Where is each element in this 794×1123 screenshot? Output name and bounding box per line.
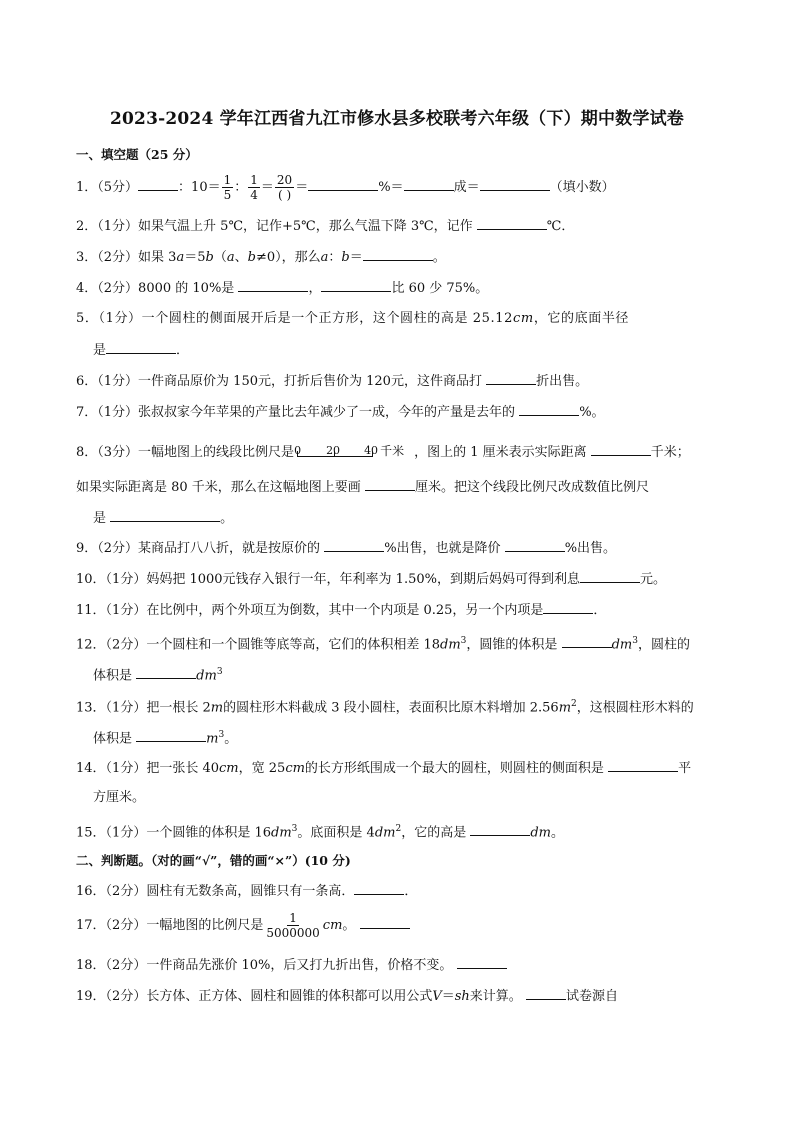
superscript: 2 xyxy=(395,824,402,834)
superscript: 3 xyxy=(216,667,223,677)
question-16 xyxy=(76,880,722,902)
variable: b xyxy=(341,250,350,265)
variable: b xyxy=(205,250,214,265)
question-number: 18．（2分） xyxy=(76,958,147,973)
question-text: 是 xyxy=(93,343,107,358)
question-11 xyxy=(76,599,722,621)
question-text: 千米； xyxy=(650,445,690,460)
line-scale-bar xyxy=(294,443,414,463)
question-text: 方厘米。 xyxy=(93,790,146,805)
fraction xyxy=(248,173,260,202)
question-3 xyxy=(76,246,722,268)
answer-blank[interactable] xyxy=(591,441,651,456)
unit: cm xyxy=(513,311,534,326)
question-text: ， xyxy=(308,281,322,296)
fraction xyxy=(264,911,321,940)
question-text: 来计算。 xyxy=(469,989,522,1004)
question-text: 如果 3 xyxy=(138,250,177,265)
question-number: 10．（1分） xyxy=(76,572,147,587)
question-5 xyxy=(76,309,722,329)
question-13-continued xyxy=(93,725,237,749)
question-8-line-3 xyxy=(93,507,233,529)
question-8 xyxy=(76,441,722,463)
answer-blank[interactable] xyxy=(324,537,384,552)
fraction-denominator: 5 xyxy=(223,188,232,202)
unit: dm xyxy=(440,637,461,653)
answer-blank[interactable] xyxy=(110,507,220,522)
superscript: 3 xyxy=(632,636,638,646)
question-number: 5．（1分） xyxy=(76,311,142,326)
question-text: 折出售。 xyxy=(536,374,589,389)
question-text: 比 60 少 75%。 xyxy=(391,281,489,296)
question-text: 如果气温上升 5℃，记作+5℃，那么气温下降 3℃，记作 xyxy=(138,219,473,234)
scale-label: 20 xyxy=(326,443,341,457)
question-text: （ xyxy=(213,250,227,265)
question-text: 长方体、正方体、圆柱和圆锥的体积都可以用公式 xyxy=(146,989,433,1004)
unit: m xyxy=(210,700,224,716)
question-text: %出售，也就是降价 xyxy=(384,541,501,556)
question-text: ＝ xyxy=(260,180,274,195)
question-text: ，图上的 1 厘米表示实际距离 xyxy=(414,445,587,460)
question-text: 某商品打八八折，就是按原价的 xyxy=(138,541,321,556)
question-text: 试卷源自 xyxy=(565,989,618,1004)
question-number: 19．（2分） xyxy=(76,989,147,1004)
question-text: ，圆柱的 xyxy=(637,637,690,653)
unit: dm xyxy=(611,637,633,653)
answer-blank[interactable] xyxy=(360,914,410,929)
answer-blank[interactable] xyxy=(505,537,565,552)
question-15 xyxy=(76,819,722,843)
question-text: 体积是 xyxy=(93,668,133,684)
answer-blank[interactable] xyxy=(580,568,640,583)
answer-blank[interactable] xyxy=(136,664,196,679)
question-text: ： xyxy=(328,250,342,265)
answer-blank[interactable] xyxy=(238,277,308,292)
question-17 xyxy=(76,911,722,940)
question-9 xyxy=(76,537,722,559)
question-number: 12．（2分） xyxy=(76,637,147,653)
fraction-denominator: 5000000 xyxy=(266,926,320,940)
question-number: 13．（1分） xyxy=(76,700,147,716)
unit: dm xyxy=(530,825,552,841)
variable: a xyxy=(226,250,235,265)
question-text: 是 xyxy=(93,511,107,526)
unit: m xyxy=(206,731,219,747)
question-text: %出售。 xyxy=(564,541,617,556)
question-2 xyxy=(76,215,722,237)
question-text: 如果实际距离是 80 千米，那么在这幅地图上要画 xyxy=(76,480,361,495)
question-number: 2．（1分） xyxy=(76,219,139,234)
question-text: ： xyxy=(234,180,248,195)
question-text: 8000 的 10%是 xyxy=(138,281,235,296)
unit: cm xyxy=(285,761,305,776)
answer-blank[interactable] xyxy=(477,215,547,230)
question-text: %。 xyxy=(579,405,605,420)
answer-blank[interactable] xyxy=(138,176,178,191)
question-text: ，宽 25 xyxy=(238,761,286,776)
question-text: 。 xyxy=(551,825,565,841)
question-number: 8．（3分） xyxy=(76,445,139,460)
question-number: 15．（1分） xyxy=(76,825,147,841)
question-text: 。 xyxy=(432,250,446,265)
question-13 xyxy=(76,694,722,718)
question-text: ． xyxy=(593,603,607,618)
scale-unit: 千米 xyxy=(380,443,405,458)
answer-blank[interactable] xyxy=(365,476,415,491)
variable: sh xyxy=(454,989,470,1004)
question-text: 。底面积是 4 xyxy=(297,825,375,841)
question-text: 。 xyxy=(342,918,356,933)
question-number: 4．（2分） xyxy=(76,281,139,296)
variable: a xyxy=(320,250,329,265)
answer-blank[interactable] xyxy=(363,246,433,261)
scale-label: 40 xyxy=(364,443,379,457)
question-text: ． xyxy=(176,343,190,358)
answer-blank[interactable] xyxy=(470,821,530,836)
question-1 xyxy=(76,173,722,202)
question-number: 11．（1分） xyxy=(76,603,147,618)
question-number: 1．（5分） xyxy=(76,180,139,195)
question-14 xyxy=(76,757,722,779)
fraction-denominator: ( ) xyxy=(277,188,292,202)
question-19 xyxy=(76,985,722,1007)
question-text: ℃． xyxy=(546,219,575,234)
question-18 xyxy=(76,954,722,976)
fraction-numerator: 1 xyxy=(289,911,297,925)
answer-blank[interactable] xyxy=(543,599,593,614)
fraction-denominator: 4 xyxy=(250,188,258,202)
answer-blank[interactable] xyxy=(106,339,176,354)
question-text: 的长方形纸围成一个最大的圆柱，则圆柱的侧面积是 xyxy=(304,761,604,776)
question-text: 一幅地图的比例尺是 xyxy=(146,918,264,933)
variable: b xyxy=(247,250,256,265)
question-text: 一件商品先涨价 10%，后又打九折出售，价格不变。 xyxy=(146,958,453,973)
fraction-numerator: 20 xyxy=(276,173,293,187)
question-text: 圆柱有无数条高，圆锥只有一条高． xyxy=(146,884,355,899)
question-text: ，它的底面半径 xyxy=(533,311,630,326)
answer-blank[interactable] xyxy=(321,277,391,292)
fraction-numerator: 1 xyxy=(223,173,232,187)
question-number: 7．（1分） xyxy=(76,405,139,420)
answer-blank[interactable] xyxy=(519,401,579,416)
question-text: 妈妈把 1000元钱存入银行一年，年利率为 1.50%，到期后妈妈可得到利息 xyxy=(146,572,580,587)
superscript: 3 xyxy=(218,730,225,740)
answer-blank[interactable] xyxy=(562,633,612,648)
answer-blank[interactable] xyxy=(486,370,536,385)
question-text: 的圆柱形木料截成 3 段小圆柱，表面积比原木料增加 2.56 xyxy=(223,700,559,716)
question-text: ＝ xyxy=(295,180,309,195)
superscript: 3 xyxy=(291,824,298,834)
question-text: ． xyxy=(404,884,418,899)
question-number: 14．（1分） xyxy=(76,761,147,776)
superscript: 3 xyxy=(460,636,467,646)
question-text: 把一张长 40 xyxy=(146,761,220,776)
question-10 xyxy=(76,568,722,590)
question-text: ＝ xyxy=(441,989,455,1004)
question-12 xyxy=(76,631,722,655)
question-text: 。 xyxy=(220,511,234,526)
question-number: 16．（2分） xyxy=(76,884,147,899)
question-text: 一幅地图上的线段比例尺是 xyxy=(138,445,295,460)
unit: cm xyxy=(219,761,239,776)
question-text: 在比例中，两个外项互为倒数，其中一个内项是 0.25，另一个内项是 xyxy=(146,603,544,618)
answer-blank[interactable] xyxy=(136,727,206,742)
question-text: 一个圆柱的侧面展开后是一个正方形，这个圆柱的高是 25.12 xyxy=(141,311,514,326)
answer-blank[interactable] xyxy=(457,954,507,969)
question-text: ＝ xyxy=(349,250,363,265)
question-text: ＝5 xyxy=(184,250,206,265)
answer-blank[interactable] xyxy=(404,176,454,191)
question-text: 张叔叔家今年苹果的产量比去年减少了一成，今年的产量是去年的 xyxy=(138,405,516,420)
page-title: 2023-2024 学年江西省九江市修水县多校联考六年级（下）期中数学试卷 xyxy=(109,109,684,129)
question-text: 把一根长 2 xyxy=(146,700,211,716)
variable: V xyxy=(432,989,442,1004)
unit: dm xyxy=(374,825,396,841)
question-text: %＝ xyxy=(378,180,404,195)
question-12-continued xyxy=(93,662,223,686)
question-6 xyxy=(76,370,722,392)
section-heading-true-false: 二、判断题。（对的画“√”，错的画“×”）(10 分) xyxy=(76,853,351,868)
question-text: 元。 xyxy=(639,572,666,587)
question-text: 成＝ xyxy=(453,180,480,195)
fraction xyxy=(275,173,294,202)
question-text: ，它的高是 xyxy=(401,825,467,841)
question-text: 一个圆锥的体积是 16 xyxy=(146,825,272,841)
unit: dm xyxy=(271,825,292,841)
question-text: ：10＝ xyxy=(178,180,221,195)
answer-blank[interactable] xyxy=(308,176,378,191)
variable: a xyxy=(176,250,185,265)
question-text: ，圆锥的体积是 xyxy=(466,637,558,653)
question-text: 厘米。把这个线段比例尺改成数值比例尺 xyxy=(414,480,649,495)
superscript: 2 xyxy=(571,699,577,709)
section-heading-fill-blank: 一、填空题（25 分） xyxy=(76,147,198,162)
question-number: 9．（2分） xyxy=(76,541,139,556)
question-text: 一件商品原价为 150元，打折后售价为 120元，这件商品打 xyxy=(138,374,482,389)
question-8-line-2 xyxy=(76,476,649,498)
question-4 xyxy=(76,277,722,299)
unit: m xyxy=(558,700,572,716)
scale-label: 0 xyxy=(294,443,302,457)
question-7 xyxy=(76,401,722,423)
question-text: 一个圆柱和一个圆锥等底等高，它们的体积相差 18 xyxy=(146,637,441,653)
question-text: 、 xyxy=(234,250,248,265)
answer-blank[interactable] xyxy=(526,985,566,1000)
question-number: 6．（1分） xyxy=(76,374,139,389)
answer-blank[interactable] xyxy=(354,880,404,895)
unit: dm xyxy=(196,668,217,684)
question-text: 。 xyxy=(224,731,238,747)
question-text: （填小数） xyxy=(549,180,615,195)
question-5-continued xyxy=(93,339,189,361)
fraction xyxy=(222,173,234,202)
question-14-continued xyxy=(93,788,145,808)
question-text: ≠0），那么 xyxy=(255,250,321,265)
question-number: 17．（2分） xyxy=(76,918,147,933)
question-text: 体积是 xyxy=(93,731,133,747)
answer-blank[interactable] xyxy=(480,176,550,191)
question-text: ，这根圆柱形木料的 xyxy=(576,700,694,716)
answer-blank[interactable] xyxy=(608,757,678,772)
question-text: 平 xyxy=(678,761,692,776)
unit: cm xyxy=(322,918,343,933)
question-number: 3．（2分） xyxy=(76,250,139,265)
fraction-numerator: 1 xyxy=(250,173,258,187)
